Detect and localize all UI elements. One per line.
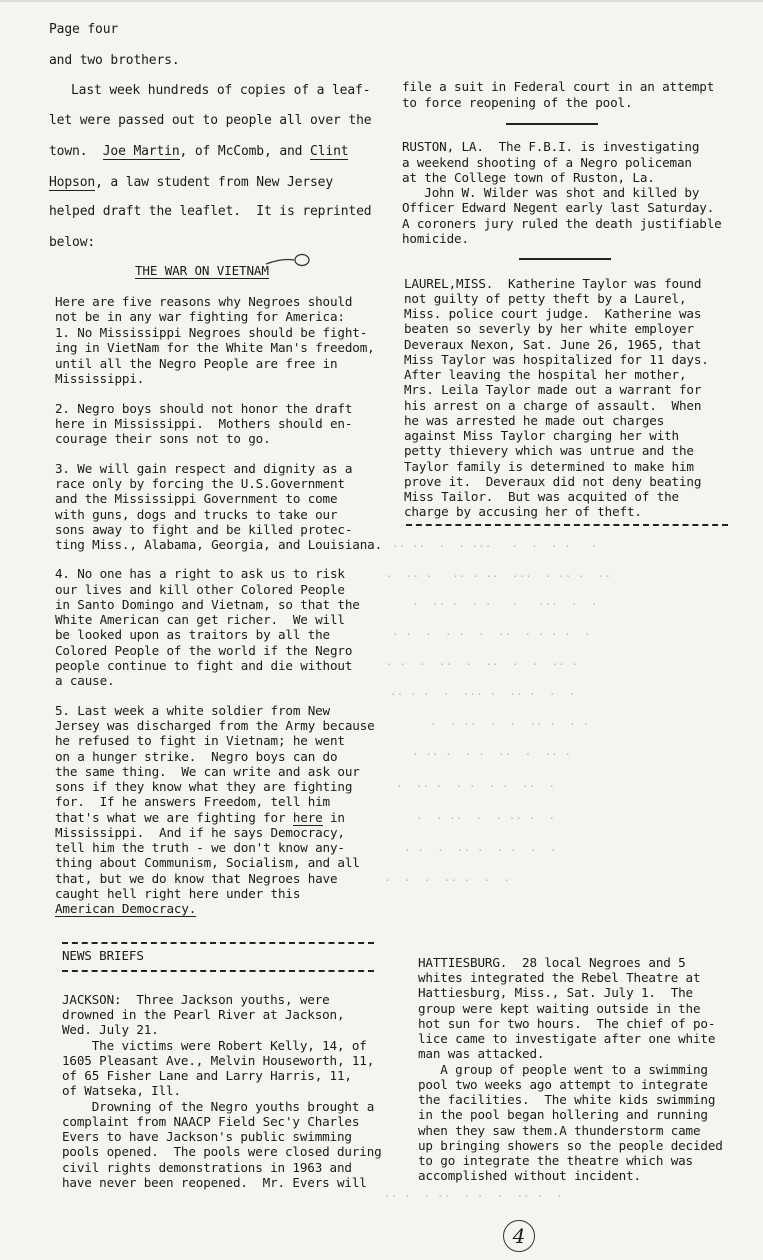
- intro-line: let were passed out to people all over the: [49, 113, 372, 128]
- reason-5-line: sons if they know what they are fighting: [55, 779, 353, 794]
- reason-5-line: thing about Communism, Socialism, and all: [55, 855, 360, 870]
- reason-5-line: that, but we do know that Negroes have: [55, 871, 338, 886]
- hopson-name: Hopson: [49, 175, 96, 190]
- reason-5-line: on a hunger strike. Negro boys can do: [55, 749, 338, 764]
- story-line: Mrs. Leila Taylor made out a warrant for: [404, 382, 702, 397]
- story-line: beaten so severly by her white employer: [404, 321, 694, 336]
- reason-1-line: Mississippi.: [55, 371, 145, 386]
- reason-4-line: a cause.: [55, 673, 115, 688]
- reason-1-line: 1. No Mississippi Negroes should be fight-: [55, 325, 368, 340]
- clint-name: Clint: [310, 144, 349, 159]
- reason-1-line: ing in VietNam for the White Man's freedom,: [55, 340, 375, 355]
- joe-martin-name: Joe Martin: [102, 144, 180, 159]
- story-line: in the pool began hollering and running: [418, 1107, 708, 1122]
- story-line: Taylor family is determined to make him: [404, 459, 694, 474]
- reason-5-line: he refused to fight in Vietnam; he went: [55, 733, 345, 748]
- story-line: Wed. July 21.: [62, 1022, 159, 1037]
- news-briefs-heading: NEWS BRIEFS: [62, 948, 144, 963]
- intro-line: Hopson, a law student from New Jersey: [49, 175, 334, 190]
- story-line: drowned in the Pearl River at Jackson,: [62, 1007, 345, 1022]
- story-line: to go integrate the theatre which was: [418, 1153, 693, 1168]
- story-line: have never been reopened. Mr. Evers will: [62, 1175, 367, 1190]
- divider: [62, 942, 374, 944]
- reason-3-line: sons away to fight and be killed protec-: [55, 522, 353, 537]
- leaflet-intro-line: Here are five reasons why Negroes should: [55, 294, 353, 309]
- story-line: group were kept waiting outside in the: [418, 1001, 701, 1016]
- reason-3-line: with guns, dogs and trucks to take our: [55, 507, 338, 522]
- story-line: lice came to investigate after one white: [418, 1031, 716, 1046]
- divider: [506, 123, 598, 125]
- divider: [62, 970, 374, 972]
- leaflet-title: THE WAR ON VIETNAM: [135, 263, 269, 278]
- american-democracy-underlined: American Democracy.: [55, 901, 197, 916]
- story-line: pool two weeks ago attempt to integrate: [418, 1077, 708, 1092]
- divider: [406, 524, 728, 526]
- reason-5-line: caught hell right here under this: [55, 886, 301, 901]
- story-line: a weekend shooting of a Negro policeman: [402, 155, 692, 170]
- reason-4-line: people continue to fight and die without: [55, 658, 353, 673]
- story-line: of Watseka, Ill.: [62, 1083, 181, 1098]
- reason-3-line: ting Miss., Alabama, Georgia, and Louisiana.: [55, 537, 383, 552]
- intro-line: and two brothers.: [49, 53, 180, 68]
- reason-2-line: here in Mississippi. Mothers should en-: [55, 416, 353, 431]
- reason-5-line: that's what we are fighting for here in: [55, 810, 345, 825]
- story-line: homicide.: [402, 231, 469, 246]
- reason-5-line: Mississippi. And if he says Democracy,: [55, 825, 345, 840]
- leaflet-intro-line: not be in any war fighting for America:: [55, 309, 345, 324]
- story-line: of 65 Fisher Lane and Larry Harris, 11,: [62, 1068, 352, 1083]
- story-line: JACKSON: Three Jackson youths, were: [62, 992, 330, 1007]
- reason-4-line: Colored People of the world if the Negro: [55, 643, 353, 658]
- reason-3-line: 3. We will gain respect and dignity as a: [55, 461, 353, 476]
- intro-line: town. Joe Martin, of McComb, and Clint: [49, 144, 349, 159]
- story-line: After leaving the hospital her mother,: [404, 367, 687, 382]
- reason-5-line: [55, 901, 196, 916]
- story-line: not guilty of petty theft by a Laurel,: [404, 291, 687, 306]
- story-line: Miss Taylor was hospitalized for 11 days.: [404, 352, 709, 367]
- story-line: he was arrested he made out charges: [404, 413, 665, 428]
- handwritten-mark-icon: [264, 250, 314, 272]
- story-line: his arrest on a charge of assault. When: [404, 398, 702, 413]
- story-line: against Miss Taylor charging her with: [404, 428, 679, 443]
- reason-4-line: be looked upon as traitors by all the: [55, 627, 330, 642]
- reason-4-line: White American can get richer. We will: [55, 612, 345, 627]
- intro-line: below:: [49, 235, 96, 250]
- divider: [519, 258, 611, 260]
- story-line: pools opened. The pools were closed during: [62, 1144, 382, 1159]
- story-line: up bringing showers so the people decided: [418, 1138, 723, 1153]
- reason-5-line: Jersey was discharged from the Army because: [55, 718, 375, 733]
- story-line: RUSTON, LA. The F.B.I. is investigating: [402, 139, 700, 154]
- story-line: Miss Tailor. But was acquited of the: [404, 489, 679, 504]
- story-line: A group of people went to a swimming: [418, 1062, 708, 1077]
- story-line: accomplished without incident.: [418, 1168, 641, 1183]
- reason-4-line: 4. No one has a right to ask us to risk: [55, 566, 345, 581]
- reason-2-line: courage their sons not to go.: [55, 431, 271, 446]
- reason-2-line: 2. Negro boys should not honor the draft: [55, 401, 353, 416]
- story-line: whites integrated the Rebel Theatre at: [418, 970, 701, 985]
- story-line: Deveraux Nexon, Sat. June 26, 1965, that: [404, 337, 702, 352]
- here-underlined: here: [292, 810, 323, 825]
- story-line: to force reopening of the pool.: [402, 95, 633, 110]
- story-line: HATTIESBURG. 28 local Negroes and 5: [418, 955, 686, 970]
- story-line: prove it. Deveraux did not deny beating: [404, 474, 702, 489]
- story-line: man was attacked.: [418, 1046, 545, 1061]
- story-line: hot sun for two hours. The chief of po-: [418, 1016, 716, 1031]
- reason-3-line: and the Mississippi Government to come: [55, 491, 338, 506]
- story-line: Evers to have Jackson's public swimming: [62, 1129, 352, 1144]
- story-line: complaint from NAACP Field Sec'y Charles: [62, 1114, 360, 1129]
- reason-4-line: our lives and kill other Colored People: [55, 582, 345, 597]
- story-line: 1605 Pleasant Ave., Melvin Houseworth, 11,: [62, 1053, 375, 1068]
- story-line: when they saw them.A thunderstorm came: [418, 1123, 701, 1138]
- story-line: The victims were Robert Kelly, 14, of: [62, 1038, 367, 1053]
- reason-3-line: race only by forcing the U.S.Government: [55, 476, 345, 491]
- reason-5-line: for. If he answers Freedom, tell him: [55, 794, 330, 809]
- story-line: Officer Edward Negent early last Saturday.: [402, 200, 715, 215]
- intro-line: Last week hundreds of copies of a leaf-: [71, 83, 371, 98]
- reason-5-line: tell him the truth - we don't know any-: [55, 840, 345, 855]
- story-line: civil rights demonstrations in 1963 and: [62, 1160, 352, 1175]
- reason-1-line: until all the Negro People are free in: [55, 356, 338, 371]
- story-line: charge by accusing her of theft.: [404, 504, 642, 519]
- reason-5-line: the same thing. We can write and ask our: [55, 764, 360, 779]
- page-label: Page four: [49, 22, 119, 37]
- story-line: A coroners jury ruled the death justifiable: [402, 216, 722, 231]
- top-edge: [0, 0, 763, 2]
- story-line: John W. Wilder was shot and killed by: [402, 185, 700, 200]
- story-line: Miss. police court judge. Katherine was: [404, 306, 702, 321]
- story-line: Hattiesburg, Miss., Sat. July 1. The: [418, 985, 693, 1000]
- story-line: file a suit in Federal court in an attempt: [402, 79, 715, 94]
- story-line: petty thievery which was untrue and the: [404, 443, 694, 458]
- intro-line: helped draft the leaflet. It is reprinted: [49, 204, 372, 219]
- story-line: LAUREL,MISS. Katherine Taylor was found: [404, 276, 702, 291]
- story-line: Drowning of the Negro youths brought a: [62, 1099, 375, 1114]
- story-line: at the College town of Ruston, La.: [402, 170, 655, 185]
- page-number: 4: [503, 1220, 535, 1252]
- story-line: the facilities. The white kids swimming: [418, 1092, 716, 1107]
- reason-4-line: in Santo Domingo and Vietnam, so that the: [55, 597, 360, 612]
- reason-5-line: 5. Last week a white soldier from New: [55, 703, 330, 718]
